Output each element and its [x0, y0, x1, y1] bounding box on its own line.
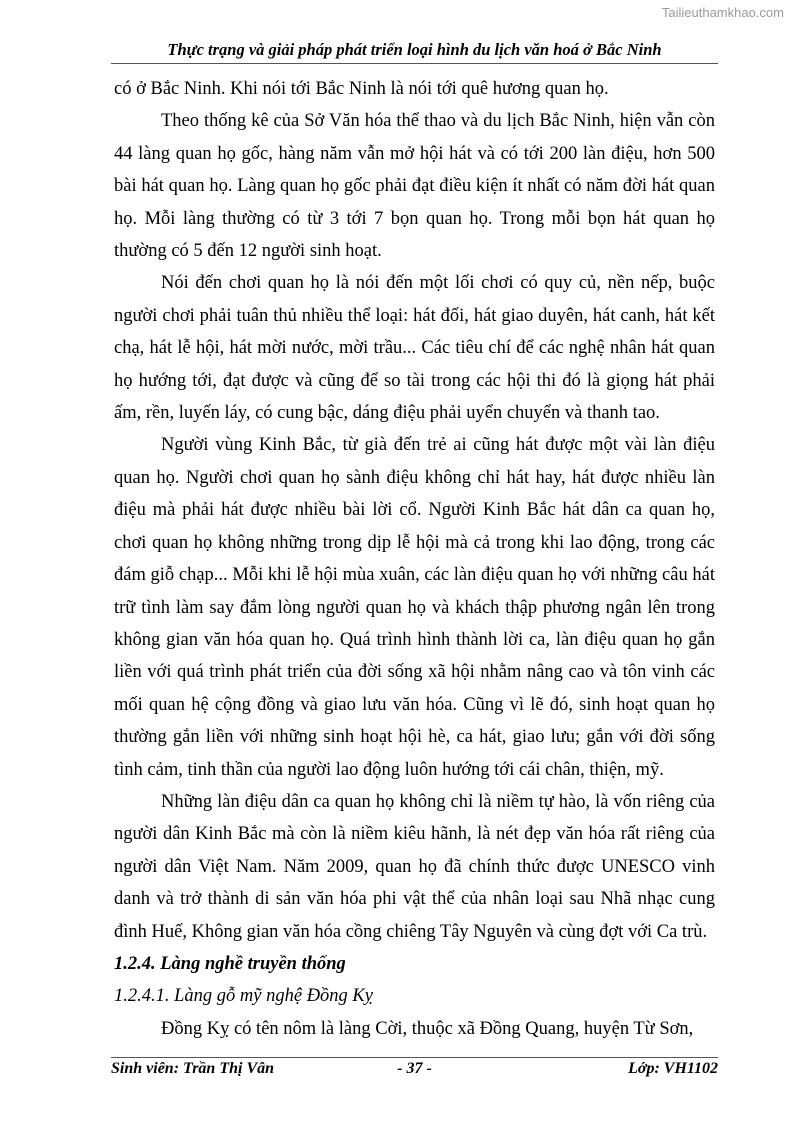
- page-number: - 37 -: [397, 1060, 432, 1077]
- paragraph: có ở Bắc Ninh. Khi nói tới Bắc Ninh là nói tới quê hương quan họ.: [114, 79, 609, 99]
- paragraph: Theo thống kê của Sở Văn hóa thể thao và du lịch Bắc Ninh, hiện vẫn còn 44 làng quan họ gốc, hàng năm vẫn mở hội hát và có tới 200 làn điệu, hơn 500 bài hát quan họ. Làng quan họ gốc phải đạt điều kiện ít nhất có năm đời hát quan họ. Mỗi làng thường có từ 3 tới 7 bọn quan họ. Trong mỗi bọn hát quan họ thường có 5 đến 12 người sinh hoạt.: [114, 111, 715, 262]
- footer-divider: [111, 1057, 718, 1058]
- paragraph: Người vùng Kinh Bắc, từ già đến trẻ ai cũng hát được một vài làn điệu quan họ. Người chơi quan họ sành điệu không chỉ hát hay, hát được nhiều làn điệu mà phải hát được nhiều bài lời cổ. Người Kinh Bắc hát dân ca quan họ, chơi quan họ không những trong dịp lễ hội mà cả trong khi lao động, trong các đám giỗ chạp... Mỗi khi lễ hội mùa xuân, các làn điệu quan họ với những câu hát trữ tình làm say đắm lòng người quan họ và khách thập phương ngân lên trong không gian văn hóa quan họ. Quá trình hình thành lời ca, làn điệu quan họ gắn liền với quá trình phát triển của đời sống xã hội nhằm nâng cao và tôn vinh các mối quan hệ cộng đồng và giao lưu văn hóa. Cũng vì lẽ đó, sinh hoạt quan họ thường gắn liền với những sinh hoạt hội hè, ca hát, giao lưu; gắn với đời sống tình cảm, tinh thần của người lao động luôn hướng tới cái chân, thiện, mỹ.: [114, 435, 715, 780]
- document-body: [114, 73, 715, 1045]
- header-divider: [111, 63, 718, 64]
- paragraph: Đồng Kỵ có tên nôm là làng Cời, thuộc xã Đồng Quang, huyện Từ Sơn,: [161, 1018, 694, 1039]
- subsection-heading: 1.2.4.1. Làng gỗ mỹ nghệ Đồng Kỵ: [114, 986, 373, 1007]
- page-header-title: Thực trạng và giải pháp phát triển loại hình du lịch văn hoá ở Bắc Ninh: [167, 40, 662, 59]
- paragraph: Những làn điệu dân ca quan họ không chỉ là niềm tự hào, là vốn riêng của người dân Kinh Bắc mà còn là niềm kiêu hãnh, là nét đẹp văn hóa rất riêng của người dân Việt Nam. Năm 2009, quan họ đã chính thức được UNESCO vinh danh và trở thành di sản văn hóa phi vật thể của nhân loại sau Nhã nhạc cung đình Huế, Không gian văn hóa cồng chiêng Tây Nguyên và cùng đợt với Ca trù.: [114, 791, 715, 942]
- footer-class: Lớp: VH1102: [628, 1060, 718, 1077]
- section-heading: 1.2.4. Làng nghề truyền thống: [114, 953, 346, 974]
- paragraph: Nói đến chơi quan họ là nói đến một lối chơi có quy củ, nền nếp, buộc người chơi phải tuân thủ nhiều thể loại: hát đối, hát giao duyên, hát canh, hát kết chạ, hát lễ hội, hát mời nước, mời trầu... Các tiêu chí để các nghệ nhân hát quan họ hướng tới, đạt được và cũng để so tài trong các hội thi đó là giọng hát phải ấm, rền, luyến láy, có cung bậc, dáng điệu phải uyển chuyển và thanh tao.: [114, 273, 715, 424]
- page-footer: [111, 1060, 718, 1082]
- watermark: Tailieuthamkhao.com: [661, 5, 784, 20]
- footer-student: Sinh viên: Trần Thị Vân: [111, 1060, 275, 1077]
